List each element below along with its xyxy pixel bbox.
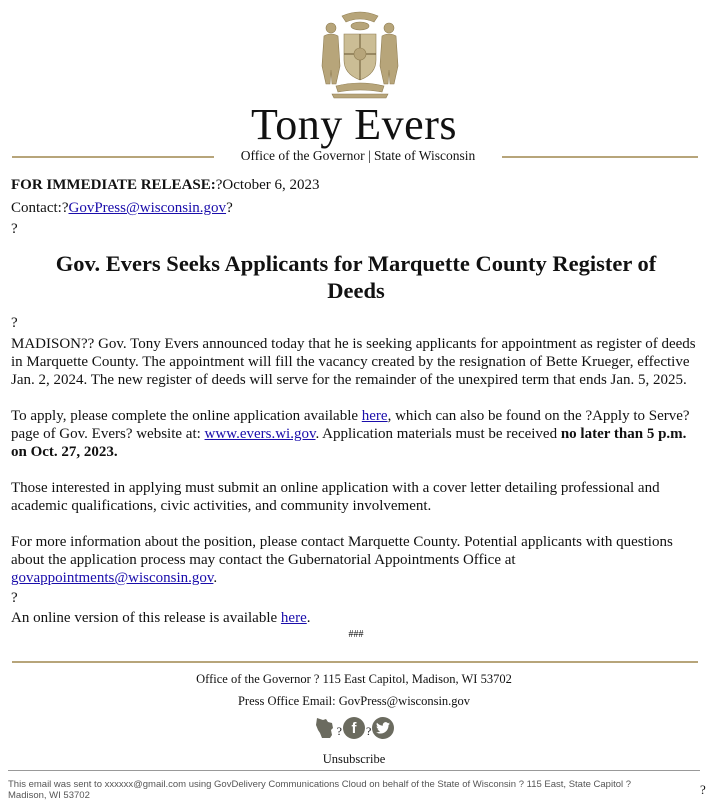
deadline-text: no later than 5 p.m. on Oct. 27, 2023. <box>11 426 687 460</box>
apply-text-a: To apply, please complete the online application available <box>11 408 362 424</box>
footer-press-email: Press Office Email: GovPress@wisconsin.gov <box>237 694 471 708</box>
footer-address: Office of the Governor ? 115 East Capitol, Madison, WI 53702 <box>196 672 512 686</box>
contact-label: Contact:? <box>11 200 69 216</box>
paragraph-gap <box>11 515 701 533</box>
contact-info-end: . <box>213 570 218 586</box>
office-line: Office of the Governor | State of Wisconsin <box>240 148 476 163</box>
online-version-end: . <box>306 610 311 626</box>
footer <box>0 668 708 770</box>
end-mark: ### <box>348 629 364 640</box>
twitter-icon[interactable] <box>372 717 394 739</box>
spacer-mark: ? <box>11 590 18 606</box>
social-separator: ? <box>366 724 372 738</box>
paragraph-requirements: Those interested in applying must submit an online application with a cover letter detailing professional and academic qualifications, civic activities, and community involvement. <box>11 480 660 514</box>
release-date-line <box>11 176 701 194</box>
paragraph-contact-info <box>11 533 701 587</box>
contact-suffix: ? <box>226 200 233 216</box>
paragraph-announcement: MADISON?? Gov. Tony Evers announced today that he is seeking applicants for appointment as register of deeds in Marquette County. The appointment will fill the vacancy created by the resignation of Bette Krueger, effective Jan. 2, 2024. The new register of deeds will serve for the remainder of the unexpired term that ends Jan. 5, 2025. <box>11 336 696 388</box>
unsubscribe-link[interactable]: Unsubscribe <box>322 752 386 766</box>
contact-info-text: For more information about the position, please contact Marquette County. Potential applicants with questions about the application process may contact the Gubernatorial Appointments Office at <box>11 534 673 568</box>
twitter-bird-icon <box>376 722 390 734</box>
governor-name: Tony Evers <box>251 100 457 149</box>
facebook-icon[interactable] <box>343 717 365 739</box>
wisconsin-map-icon[interactable] <box>314 716 336 740</box>
masthead <box>0 0 708 168</box>
fine-print-rule <box>8 770 700 771</box>
spacer-mark: ? <box>11 315 18 331</box>
contact-line <box>11 199 701 217</box>
paragraph-gap <box>11 461 701 479</box>
social-links <box>0 714 708 742</box>
footer-rule <box>12 661 698 663</box>
online-version-link[interactable]: here <box>280 610 307 626</box>
facebook-glyph: f <box>351 719 357 737</box>
header-rule-right <box>502 156 698 158</box>
appointments-email-link[interactable]: govappointments@wisconsin.gov <box>11 570 214 586</box>
paragraph-apply <box>11 407 701 461</box>
apply-text-b: , which can also be found on the ?Apply to Serve? page of Gov. Evers? website at: <box>11 408 690 442</box>
release-date: ?October 6, 2023 <box>215 177 320 193</box>
release-title: Gov. Evers Seeks Applicants for Marquette County Register of Deeds <box>55 251 657 303</box>
apply-text-c: . Application materials must be received <box>315 426 561 442</box>
online-version-line <box>11 609 701 627</box>
evers-website-link[interactable]: www.evers.wi.gov <box>204 426 316 442</box>
wisconsin-seal-icon <box>312 8 408 100</box>
contact-email-link[interactable]: GovPress@wisconsin.gov <box>68 200 227 216</box>
application-link[interactable]: here <box>361 408 388 424</box>
paragraph-gap <box>11 389 701 407</box>
fine-print-trailing: ? <box>700 782 706 797</box>
release-label: FOR IMMEDIATE RELEASE: <box>11 177 216 193</box>
fine-print: This email was sent to xxxxxx@gmail.com using GovDelivery Communications Cloud on behalf of the State of Wisconsin ? 115 East, State Capitol ? Madison, WI 53702 <box>8 779 632 801</box>
release-body <box>11 176 701 642</box>
header-rule-left <box>12 156 214 158</box>
spacer-mark: ? <box>11 221 18 237</box>
social-separator: ? <box>336 724 342 738</box>
online-version-text: An online version of this release is available <box>11 610 281 626</box>
